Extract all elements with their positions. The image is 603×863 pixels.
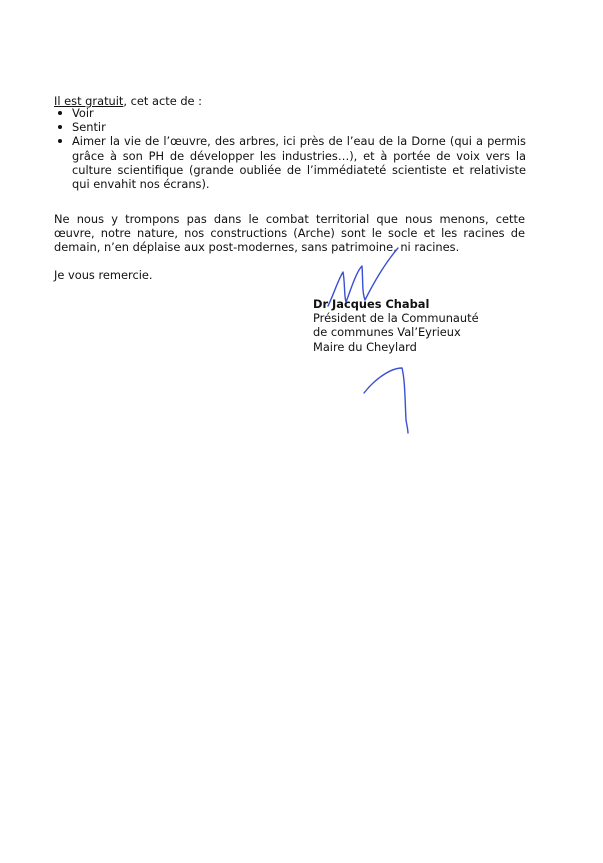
intro-rest: , cet acte de : <box>123 94 203 108</box>
list-item <box>54 120 526 134</box>
bullet-text: Aimer la vie de l’œuvre, des arbres, ici près de l’eau de la Dorne (qui a permis grâce à son PH de développer les industries…), et à portée de voix vers la culture scientifique (grande oubliée de l’immédiateté scientiste et relativiste qui envahit nos écrans). <box>72 134 526 192</box>
bullet-text: Voir <box>72 106 94 120</box>
list-item <box>54 106 526 120</box>
bullet-icon <box>58 111 62 115</box>
bullet-icon <box>58 139 62 143</box>
bullet-text: Sentir <box>72 120 106 135</box>
intro-underlined: Il est gratuit <box>54 94 124 108</box>
list-item <box>54 134 526 191</box>
body-paragraph: Ne nous y trompons pas dans le combat territorial que nous menons, cette œuvre, notre nature, nos constructions (Arche) sont le socle et les racines de demain, n’en déplaise aux post-modernes, sans patrimoine, ni racines. <box>54 212 525 255</box>
signer-title-line-2: de communes Val’Eyrieux <box>313 325 461 340</box>
signature-stroke-lower <box>364 368 408 433</box>
signature-block <box>313 297 513 354</box>
signer-title-line-1: Président de la Communauté <box>313 311 479 326</box>
bullet-list <box>54 106 526 191</box>
bullet-icon <box>58 125 62 129</box>
closing-line: Je vous remercie. <box>54 268 153 282</box>
signer-title-line-3: Maire du Cheylard <box>313 339 417 354</box>
signer-name: Dr Jacques Chabal <box>313 297 430 311</box>
